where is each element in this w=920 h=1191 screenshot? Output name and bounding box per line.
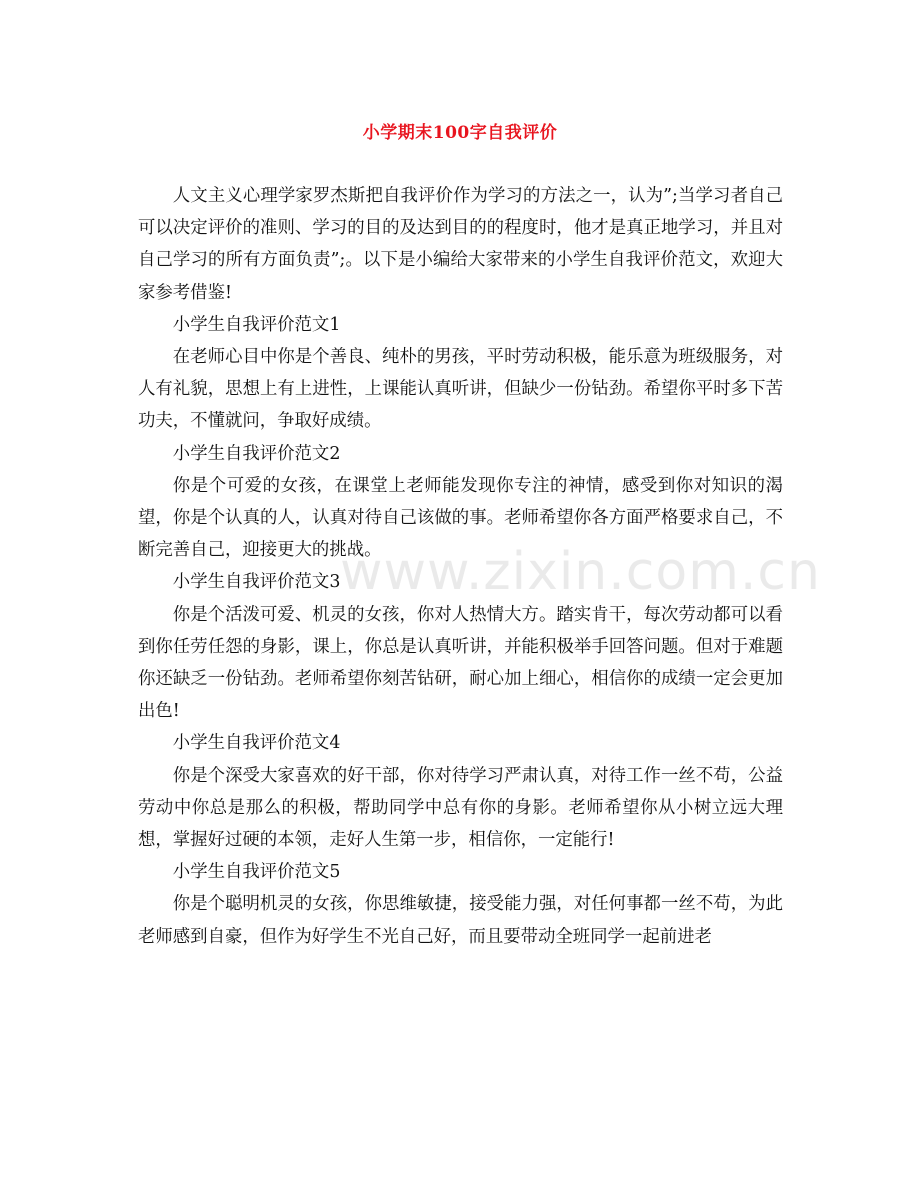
section-text-2: 你是个可爱的女孩，在课堂上老师能发现你专注的神情，感受到你对知识的渴望，你是个认真的人，认真对待自己该做的事。老师希望你各方面严格要求自己，不断完善自己，迎接更大的挑战。 (138, 475, 783, 561)
section-heading-3: 小学生自我评价范文3 (172, 572, 341, 593)
document-title: 小学期末100字自我评价 (362, 123, 558, 143)
watermark: www.zixin.com.cn (340, 542, 821, 602)
document-body (138, 180, 783, 953)
section-heading-5: 小学生自我评价范文5 (172, 862, 341, 883)
section-heading-1: 小学生自我评价范文1 (172, 314, 341, 335)
section-text-5: 你是个聪明机灵的女孩，你思维敏捷，接受能力强，对任何事都一丝不苟，为此老师感到自豪，但作为好学生不光自己好，而且要带动全班同学一起前进老 (138, 894, 783, 947)
intro-paragraph: 人文主义心理学家罗杰斯把自我评价作为学习的方法之一，认为”;当学习者自己可以决定评价的准则、学习的目的及达到目的的程度时，他才是真正地学习，并且对自己学习的所有方面负责”;。以下是小编给大家带来的小学生自我评价范文，欢迎大家参考借鉴! (138, 186, 783, 303)
section-text-4: 你是个深受大家喜欢的好干部，你对待学习严肃认真，对待工作一丝不苟，公益劳动中你总是那么的积极，帮助同学中总有你的身影。老师希望你从小树立远大理想，掌握好过硬的本领，走好人生第一步，相信你，一定能行! (138, 765, 783, 851)
section-heading-2: 小学生自我评价范文2 (172, 443, 341, 464)
section-heading-4: 小学生自我评价范文4 (172, 733, 341, 754)
section-text-1: 在老师心目中你是个善良、纯朴的男孩，平时劳动积极，能乐意为班级服务，对人有礼貌，思想上有上进性，上课能认真听讲，但缺少一份钻劲。希望你平时多下苦功夫，不懂就问，争取好成绩。 (138, 347, 783, 432)
section-text-3: 你是个活泼可爱、机灵的女孩，你对人热情大方。踏实肯干，每次劳动都可以看到你任劳任怨的身影，课上，你总是认真听讲，并能积极举手回答问题。但对于难题你还缺乏一份钻劲。老师希望你刻苦钻研，耐心加上细心，相信你的成绩一定会更加出色! (138, 604, 783, 722)
